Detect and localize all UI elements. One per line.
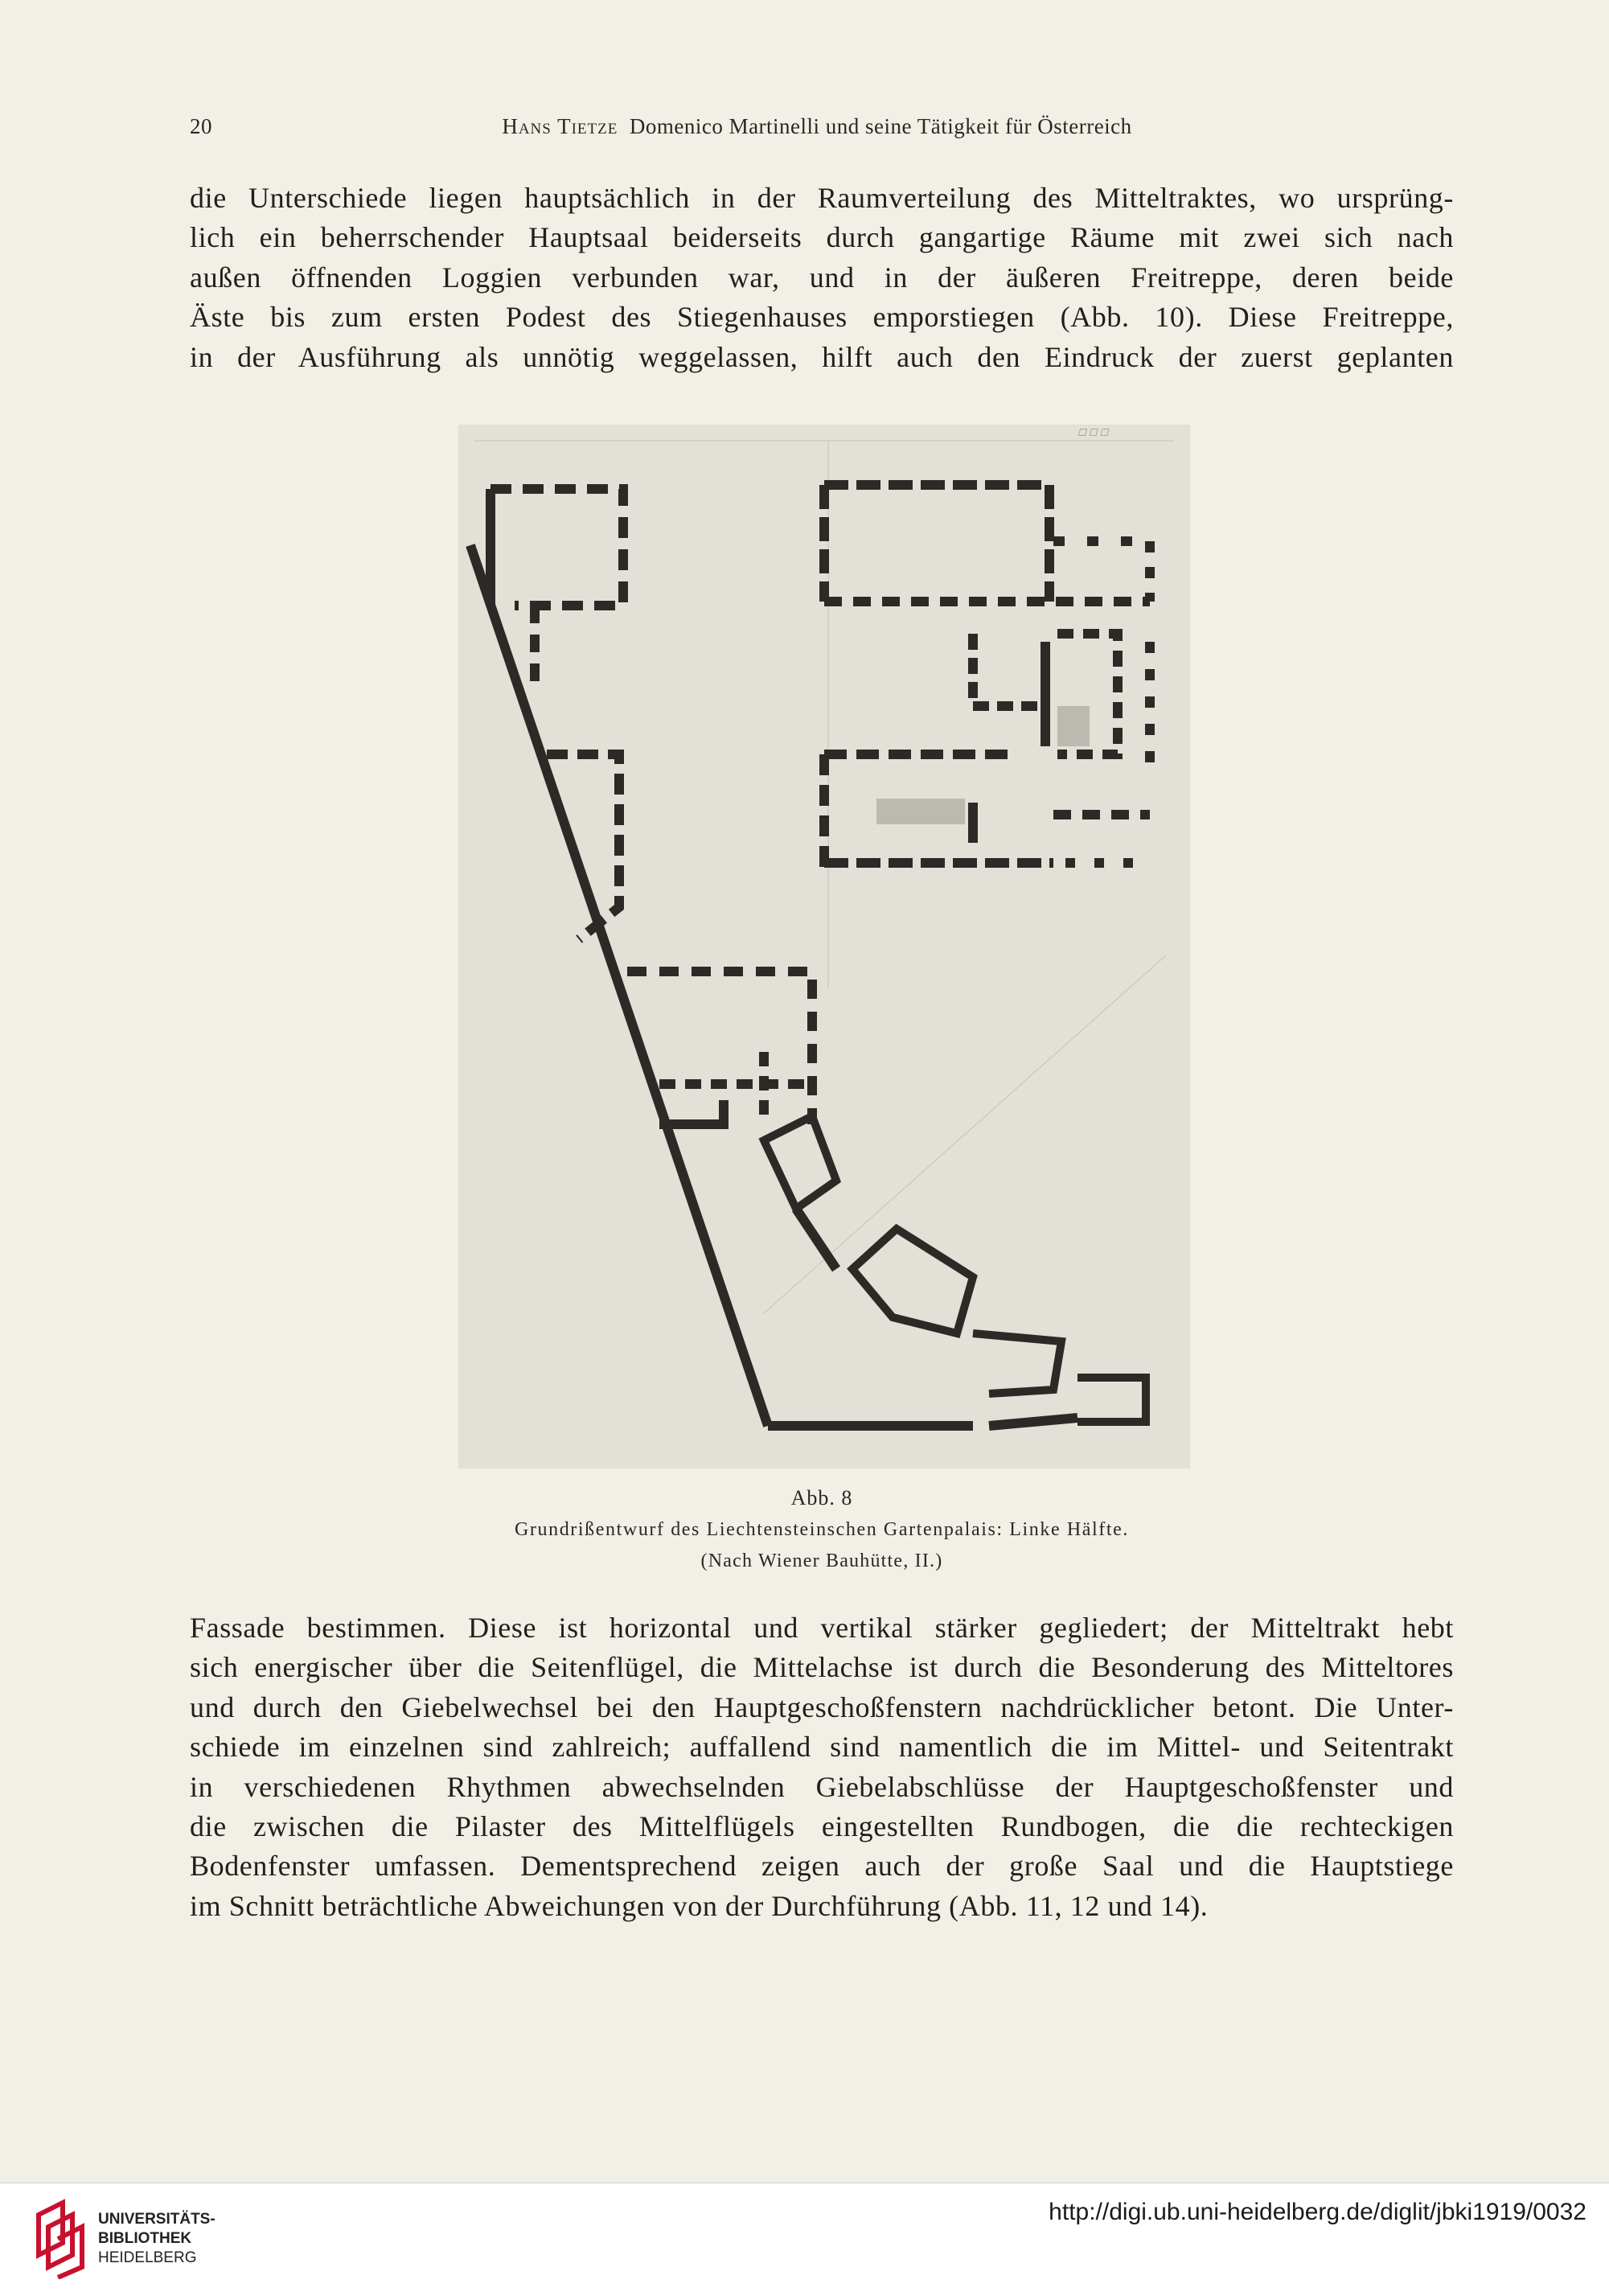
- library-name-line2: BIBLIOTHEK: [98, 2230, 192, 2247]
- figure-source: (Nach Wiener Bauhütte, II.): [700, 1551, 943, 1571]
- text-line: außen öffnenden Loggien verbunden war, und in der äußeren Freitreppe, deren beide: [190, 261, 1454, 294]
- text-line: die Unterschiede liegen hauptsächlich in der Raumverteilung des Mitteltraktes, wo ursprüng-: [190, 182, 1454, 214]
- library-name-line1: UNIVERSITÄTS-: [98, 2211, 215, 2228]
- running-author: Hans Tietze: [502, 114, 618, 138]
- running-work-title: Domenico Martinelli und seine Tätigkeit für Österreich: [629, 114, 1132, 138]
- text-line: Äste bis zum ersten Podest des Stiegenhauses emporstiegen (Abb. 10). Diese Freitreppe,: [190, 301, 1454, 334]
- text-line: Bodenfenster umfassen. Dementsprechend zeigen auch der große Saal und die Hauptstiege: [190, 1850, 1454, 1883]
- figure-label: Abb. 8: [790, 1486, 853, 1509]
- page-number: 20: [190, 114, 212, 138]
- svg-text:☐ ☐ ☐: ☐ ☐ ☐: [1077, 427, 1109, 438]
- text-line: die zwischen die Pilaster des Mittelflügels eingestellten Rundbogen, die die rechteckigen: [190, 1810, 1454, 1843]
- text-line: schiede im einzelnen sind zahlreich; auffallend sind namentlich die im Mittel- und Seitentrakt: [190, 1731, 1454, 1764]
- text-line: in der Ausführung als unnötig weggelassen, hilft auch den Eindruck der zuerst geplanten: [190, 340, 1454, 373]
- library-name-line3: HEIDELBERG: [98, 2249, 197, 2266]
- permalink-url[interactable]: http://digi.ub.uni-heidelberg.de/diglit/jbki1919/0032: [1049, 2199, 1586, 2225]
- figure-caption: Grundrißentwurf des Liechtensteinschen Gartenpalais: Linke Hälfte.: [514, 1519, 1130, 1540]
- text-line: sich energischer über die Seitenflügel, die Mittelachse ist durch die Besonderung des Mitteltores: [190, 1651, 1454, 1684]
- text-line: Fassade bestimmen. Diese ist horizontal und vertikal stärker gegliedert; der Mitteltrakt hebt: [190, 1612, 1454, 1644]
- text-line: im Schnitt beträchtliche Abweichungen von der Durchführung (Abb. 11, 12 und 14).: [190, 1889, 1209, 1922]
- running-title: [190, 114, 1444, 139]
- running-header: [190, 114, 1444, 146]
- library-name: [98, 2210, 215, 2268]
- floor-plan-figure: [458, 425, 1190, 1468]
- library-logo-icon: [31, 2199, 87, 2279]
- paragraph-top: [190, 179, 1454, 377]
- text-line: in verschiedenen Rhythmen abwechselnden Giebelabschlüsse der Hauptgeschoßfenster und: [190, 1770, 1454, 1803]
- floor-plan-drawing: [458, 425, 1190, 1468]
- text-line: und durch den Giebelwechsel bei den Hauptgeschoßfenstern nachdrücklicher betont. Die Unter-: [190, 1690, 1454, 1723]
- text-line: lich ein beherrschender Hauptsaal beiderseits durch gangartige Räume mit zwei sich nach: [190, 221, 1454, 254]
- paragraph-bottom: [190, 1608, 1454, 1926]
